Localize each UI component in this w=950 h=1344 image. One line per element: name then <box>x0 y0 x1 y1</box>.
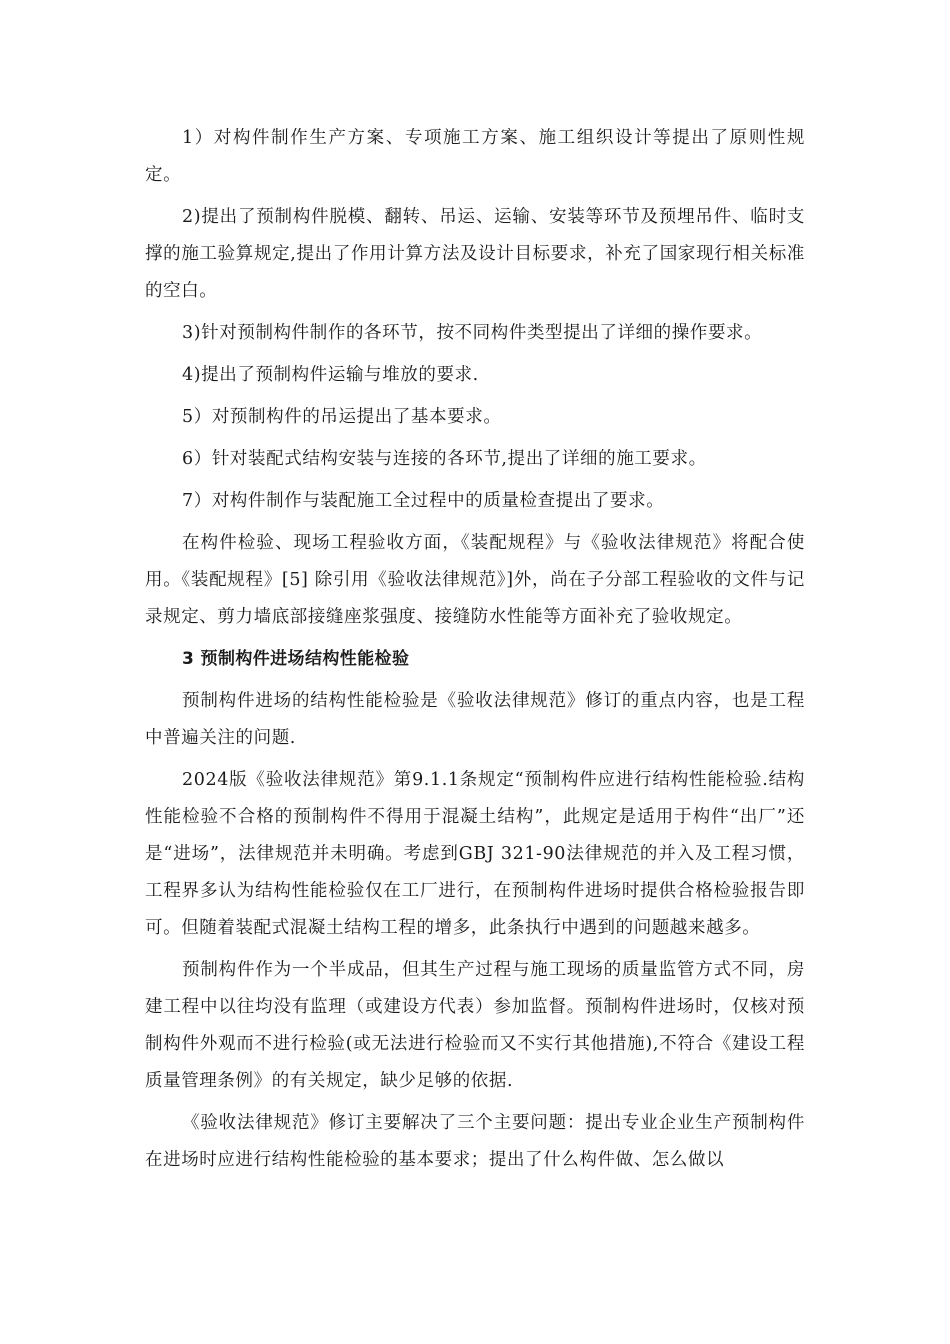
list-item-2: 2)提出了预制构件脱模、翻转、吊运、运输、安装等环节及预埋吊件、临时支撑的施工验算规定,提出了作用计算方法及设计目标要求，补充了国家现行相关标准的空白。 <box>145 207 805 301</box>
list-item-3: 3)针对预制构件制作的各环节，按不同构件类型提出了详细的操作要求。 <box>182 323 763 343</box>
section-heading: 3 预制构件进场结构性能检验 <box>182 649 410 669</box>
list-item-7: 7）对构件制作与装配施工全过程中的质量检查提出了要求。 <box>182 491 665 511</box>
list-item-1: 1）对构件制作生产方案、专项施工方案、施工组织设计等提出了原则性规定。 <box>145 128 805 185</box>
paragraph-revision: 《验收法律规范》修订主要解决了三个主要问题：提出专业企业生产预制构件在进场时应进行结构性能检验的基本要求；提出了什么构件做、怎么做以 <box>145 1113 805 1170</box>
list-item-4: 4)提出了预制构件运输与堆放的要求. <box>182 365 479 385</box>
document-body <box>145 120 805 1184</box>
list-item-6: 6）针对装配式结构安装与连接的各环节,提出了详细的施工要求。 <box>182 449 707 469</box>
paragraph-semi-finished: 预制构件作为一个半成品，但其生产过程与施工现场的质量监管方式不同，房建工程中以往均没有监理（或建设方代表）参加监督。预制构件进场时，仅核对预制构件外观而不进行检验(或无法进行检验而又不实行其他措施),不符合《建设工程质量管理条例》的有关规定，缺少足够的依据. <box>145 960 805 1091</box>
paragraph-intro: 预制构件进场的结构性能检验是《验收法律规范》修订的重点内容，也是工程中普遍关注的问题. <box>145 691 805 748</box>
paragraph-2024-spec: 2024版《验收法律规范》第9.1.1条规定“预制构件应进行结构性能检验.结构性能检验不合格的预制构件不得用于混凝土结构”，此规定是适用于构件“出厂”还是“进场”，法律规范并未明确。考虑到GBJ 321-90法律规范的并入及工程习惯，工程界多认为结构性能检验仅在工厂进行，在预制构件进场时提供合格检验报告即可。但随着装配式混凝土结构工程的增多，此条执行中遇到的问题越来越多。 <box>145 770 805 938</box>
list-item-5: 5）对预制构件的吊运提出了基本要求。 <box>182 407 502 427</box>
paragraph-inspection-acceptance: 在构件检验、现场工程验收方面，《装配规程》与《验收法律规范》将配合使用。《装配规程》[5] 除引用《验收法律规范》]外，尚在子分部工程验收的文件与记录规定、剪力墙底部接缝座浆强度、接缝防水性能等方面补充了验收规定。 <box>145 533 805 627</box>
